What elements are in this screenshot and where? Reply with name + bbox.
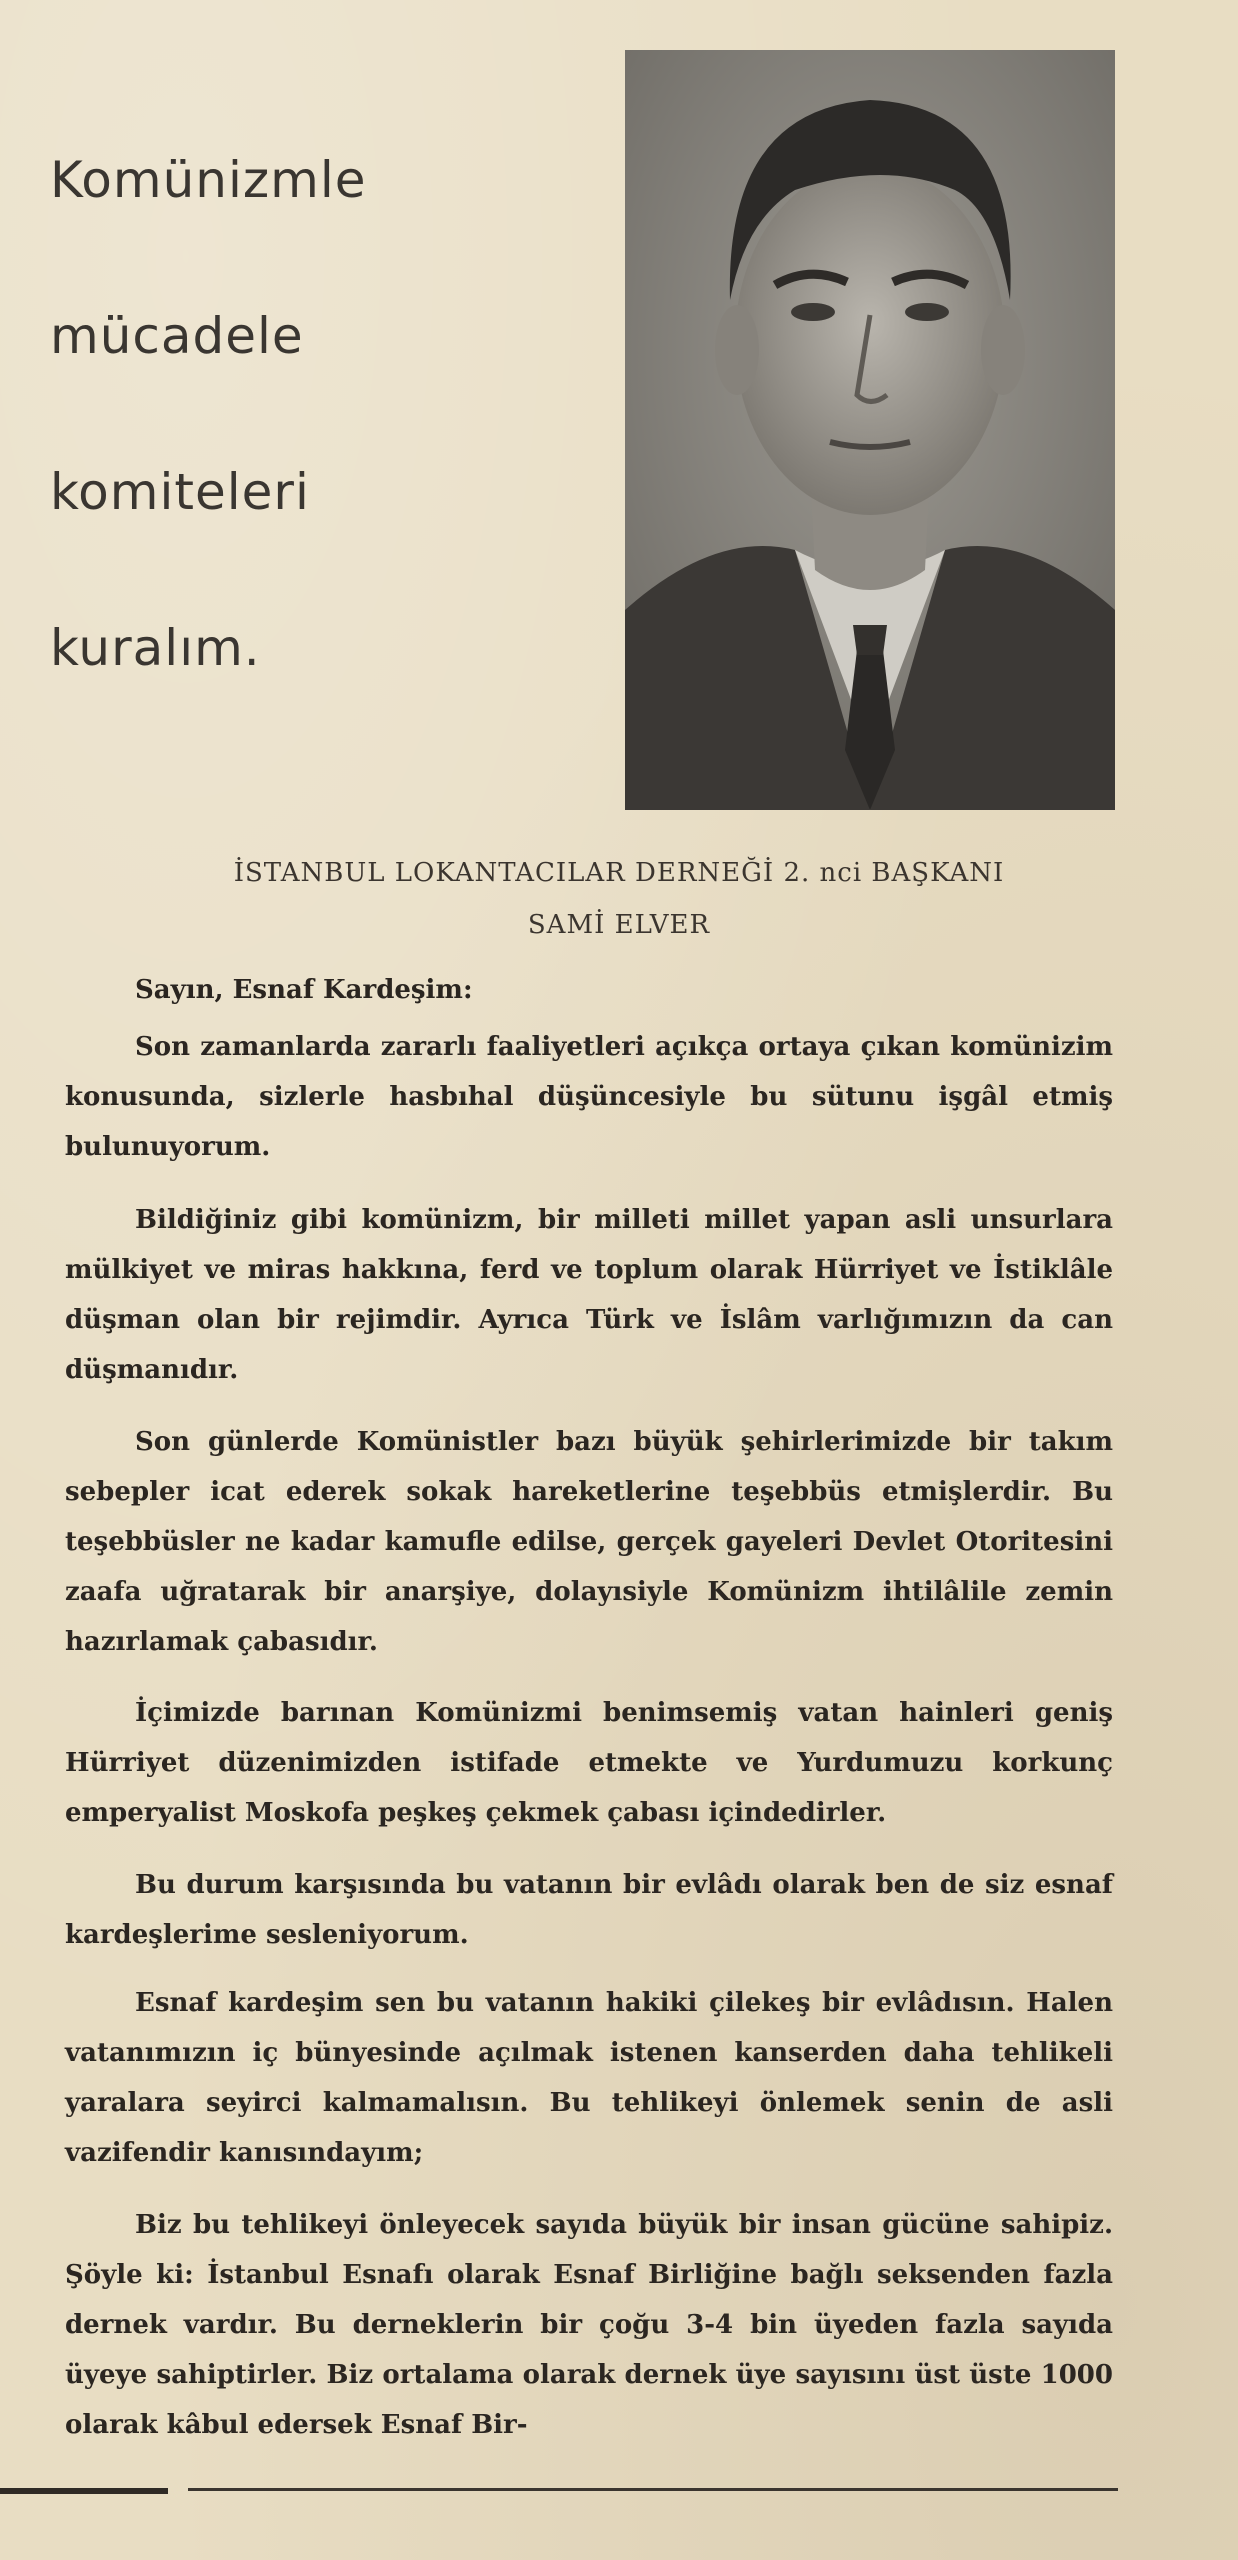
author-portrait-photo <box>625 50 1115 810</box>
article-paragraph: Esnaf kardeşim sen bu vatanın hakiki çilekeş bir evlâdısın. Halen vatanımızın iç bünyesinde açılmak istenen kanserden daha tehlikeli yaralara seyirci kalmamalısın. Bu tehlikeyi önlemek senin de asli vazifendir kanısındayım; <box>65 1988 1113 2168</box>
headline-line-1: Komünizmle <box>50 151 367 209</box>
article-paragraph: Bu durum karşısında bu vatanın bir evlâdı olarak ben de siz esnaf kardeşlerime sesleniyorum. <box>65 1870 1113 1950</box>
salutation: Sayın, Esnaf Kardeşim: <box>135 975 473 1005</box>
portrait-illustration <box>625 50 1115 810</box>
article-paragraph: Son günlerde Komünistler bazı büyük şehirlerimizde bir takım sebepler icat ederek sokak hareketlerine teşebbüs etmişlerdir. Bu teşebbüsler ne kadar kamufle edilse, gerçek gayeleri Devlet Otoritesini zaafa uğratarak bir anarşiye, dolayısiyle Komünizm ihtilâlile zemin hazırlamak çabasıdır. <box>65 1427 1113 1657</box>
footer-rule-thin <box>188 2488 1118 2491</box>
footer-rule-thick <box>0 2488 168 2494</box>
headline <box>50 150 570 774</box>
headline-line-4: kuralım. <box>50 619 261 677</box>
author-title: İSTANBUL LOKANTACILAR DERNEĞİ 2. nci BAŞKANI <box>233 858 1005 888</box>
article-paragraph: Son zamanlarda zararlı faaliyetleri açıkça ortaya çıkan komünizim konusunda, sizlerle hasbıhal düşüncesiyle bu sütunu işgâl etmiş bulunuyorum. <box>65 1032 1113 1162</box>
article-paragraph: Biz bu tehlikeyi önleyecek sayıda büyük bir insan gücüne sahipiz. Şöyle ki: İstanbul Esnafı olarak Esnaf Birliğine bağlı seksenden fazla dernek vardır. Bu derneklerin bir çoğu 3-4 bin üyeden fazla sayıda üyeye sahiptirler. Biz ortalama olarak dernek üye sayısını üst üste 1000 olarak kâbul edersek Esnaf Bir- <box>65 2210 1113 2440</box>
headline-line-3: komiteleri <box>50 463 310 521</box>
article-paragraph: İçimizde barınan Komünizmi benimsemiş vatan hainleri geniş Hürriyet düzenimizden istifade etmekte ve Yurdumuzu korkunç emperyalist Moskofa peşkeş çekmek çabası içindedirler. <box>65 1698 1113 1828</box>
author-name: SAMİ ELVER <box>527 910 711 940</box>
article-paragraph: Bildiğiniz gibi komünizm, bir milleti millet yapan asli unsurlara mülkiyet ve miras hakkına, ferd ve toplum olarak Hürriyet ve İstiklâle düşman olan bir rejimdir. Ayrıca Türk ve İslâm varlığımızın da can düşmanıdır. <box>65 1205 1113 1385</box>
headline-line-2: mücadele <box>50 307 304 365</box>
